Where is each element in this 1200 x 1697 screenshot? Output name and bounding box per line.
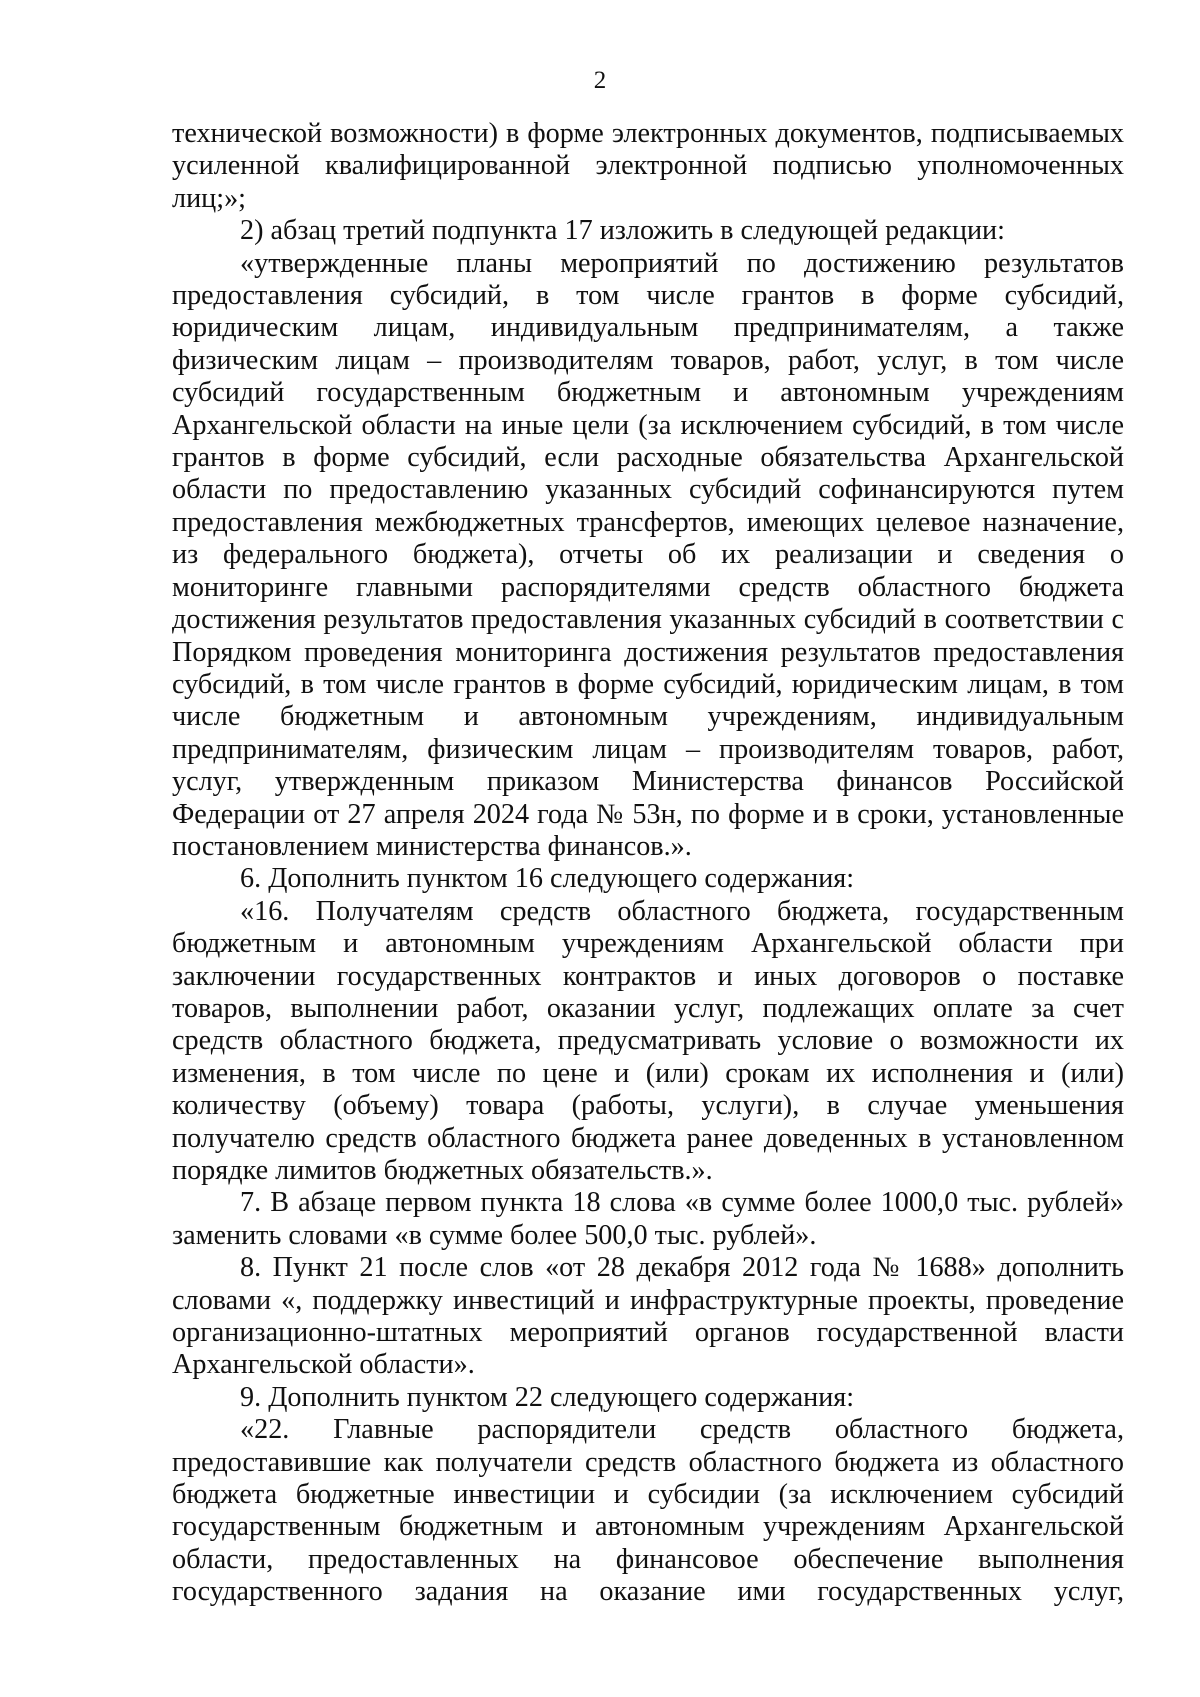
paragraph-8: 9. Дополнить пунктом 22 следующего содержания: — [240, 1381, 855, 1413]
paragraph-3: «утвержденные планы мероприятий по достижению результатов предоставления субсидий, в том числе грантов в форме субсидий, юридическим лицам, индивидуальным предпринимателям, а также физическим лицам – производителям товаров, работ, услуг, в том числе субсидий государственным бюджетным и автономным учреждениям Архангельской области на иные цели (за исключением субсидий, в том числе грантов в форме субсидий, если расходные обязательства Архангельской области по предоставлению указанных субсидий софинансируются путем предоставления межбюджетных трансфертов, имеющих целевое назначение, из федерального бюджета), отчеты об их реализации и сведения о мониторинге главными распорядителями средств областного бюджета достижения результатов предоставления указанных субсидий в соответствии с Порядком проведения мониторинга достижения результатов предоставления субсидий, в том числе грантов в форме субсидий, юридическим лицам, в том числе бюджетным и автономным учреждениям, индивидуальным предпринимателям, физическим лицам – производителям товаров, работ, услуг, утвержденным приказом Министерства финансов Российской Федерации от 27 апреля 2024 года № 53н, по форме и в сроки, установленные постановлением министерства финансов.». — [172, 247, 1124, 862]
paragraph-4: 6. Дополнить пунктом 16 следующего содержания: — [240, 863, 855, 895]
paragraph-9: «22. Главные распорядители средств областного бюджета, предоставившие как получатели средств областного бюджета из областного бюджета бюджетные инвестиции и субсидии (за исключением субсидий государственным бюджетным и автономным учреждениям Архангельской области, предоставленных на финансовое обеспечение выполнения государственного задания на оказание ими государственных услуг, — [172, 1414, 1124, 1608]
paragraph-5: «16. Получателям средств областного бюджета, государственным бюджетным и автономным учреждениям Архангельской области при заключении государственных контрактов и иных договоров о поставке товаров, выполнении работ, оказании услуг, подлежащих оплате за счет средств областного бюджета, предусматривать условие о возможности их изменения, в том числе по цене и (или) срокам их исполнения и (или) количеству (объему) товара (работы, услуги), в случае уменьшения получателю средств областного бюджета ранее доведенных в установленном порядке лимитов бюджетных обязательств.». — [172, 895, 1124, 1186]
paragraph-2: 2) абзац третий подпункта 17 изложить в следующей редакции: — [240, 215, 1005, 247]
paragraph-1: технической возможности) в форме электронных документов, подписываемых усиленной квалифицированной электронной подписью уполномоченных лиц;»; — [172, 118, 1124, 214]
paragraph-7: 8. Пункт 21 после слов «от 28 декабря 2012 года № 1688» дополнить словами «, поддержку инвестиций и инфраструктурные проекты, проведение организационно-штатных мероприятий органов государственной власти Архангельской области». — [172, 1252, 1124, 1381]
page-number: 2 — [593, 67, 607, 94]
document-body — [172, 118, 1124, 1609]
paragraph-6: 7. В абзаце первом пункта 18 слова «в сумме более 1000,0 тыс. рублей» заменить словами «в сумме более 500,0 тыс. рублей». — [172, 1187, 1124, 1251]
